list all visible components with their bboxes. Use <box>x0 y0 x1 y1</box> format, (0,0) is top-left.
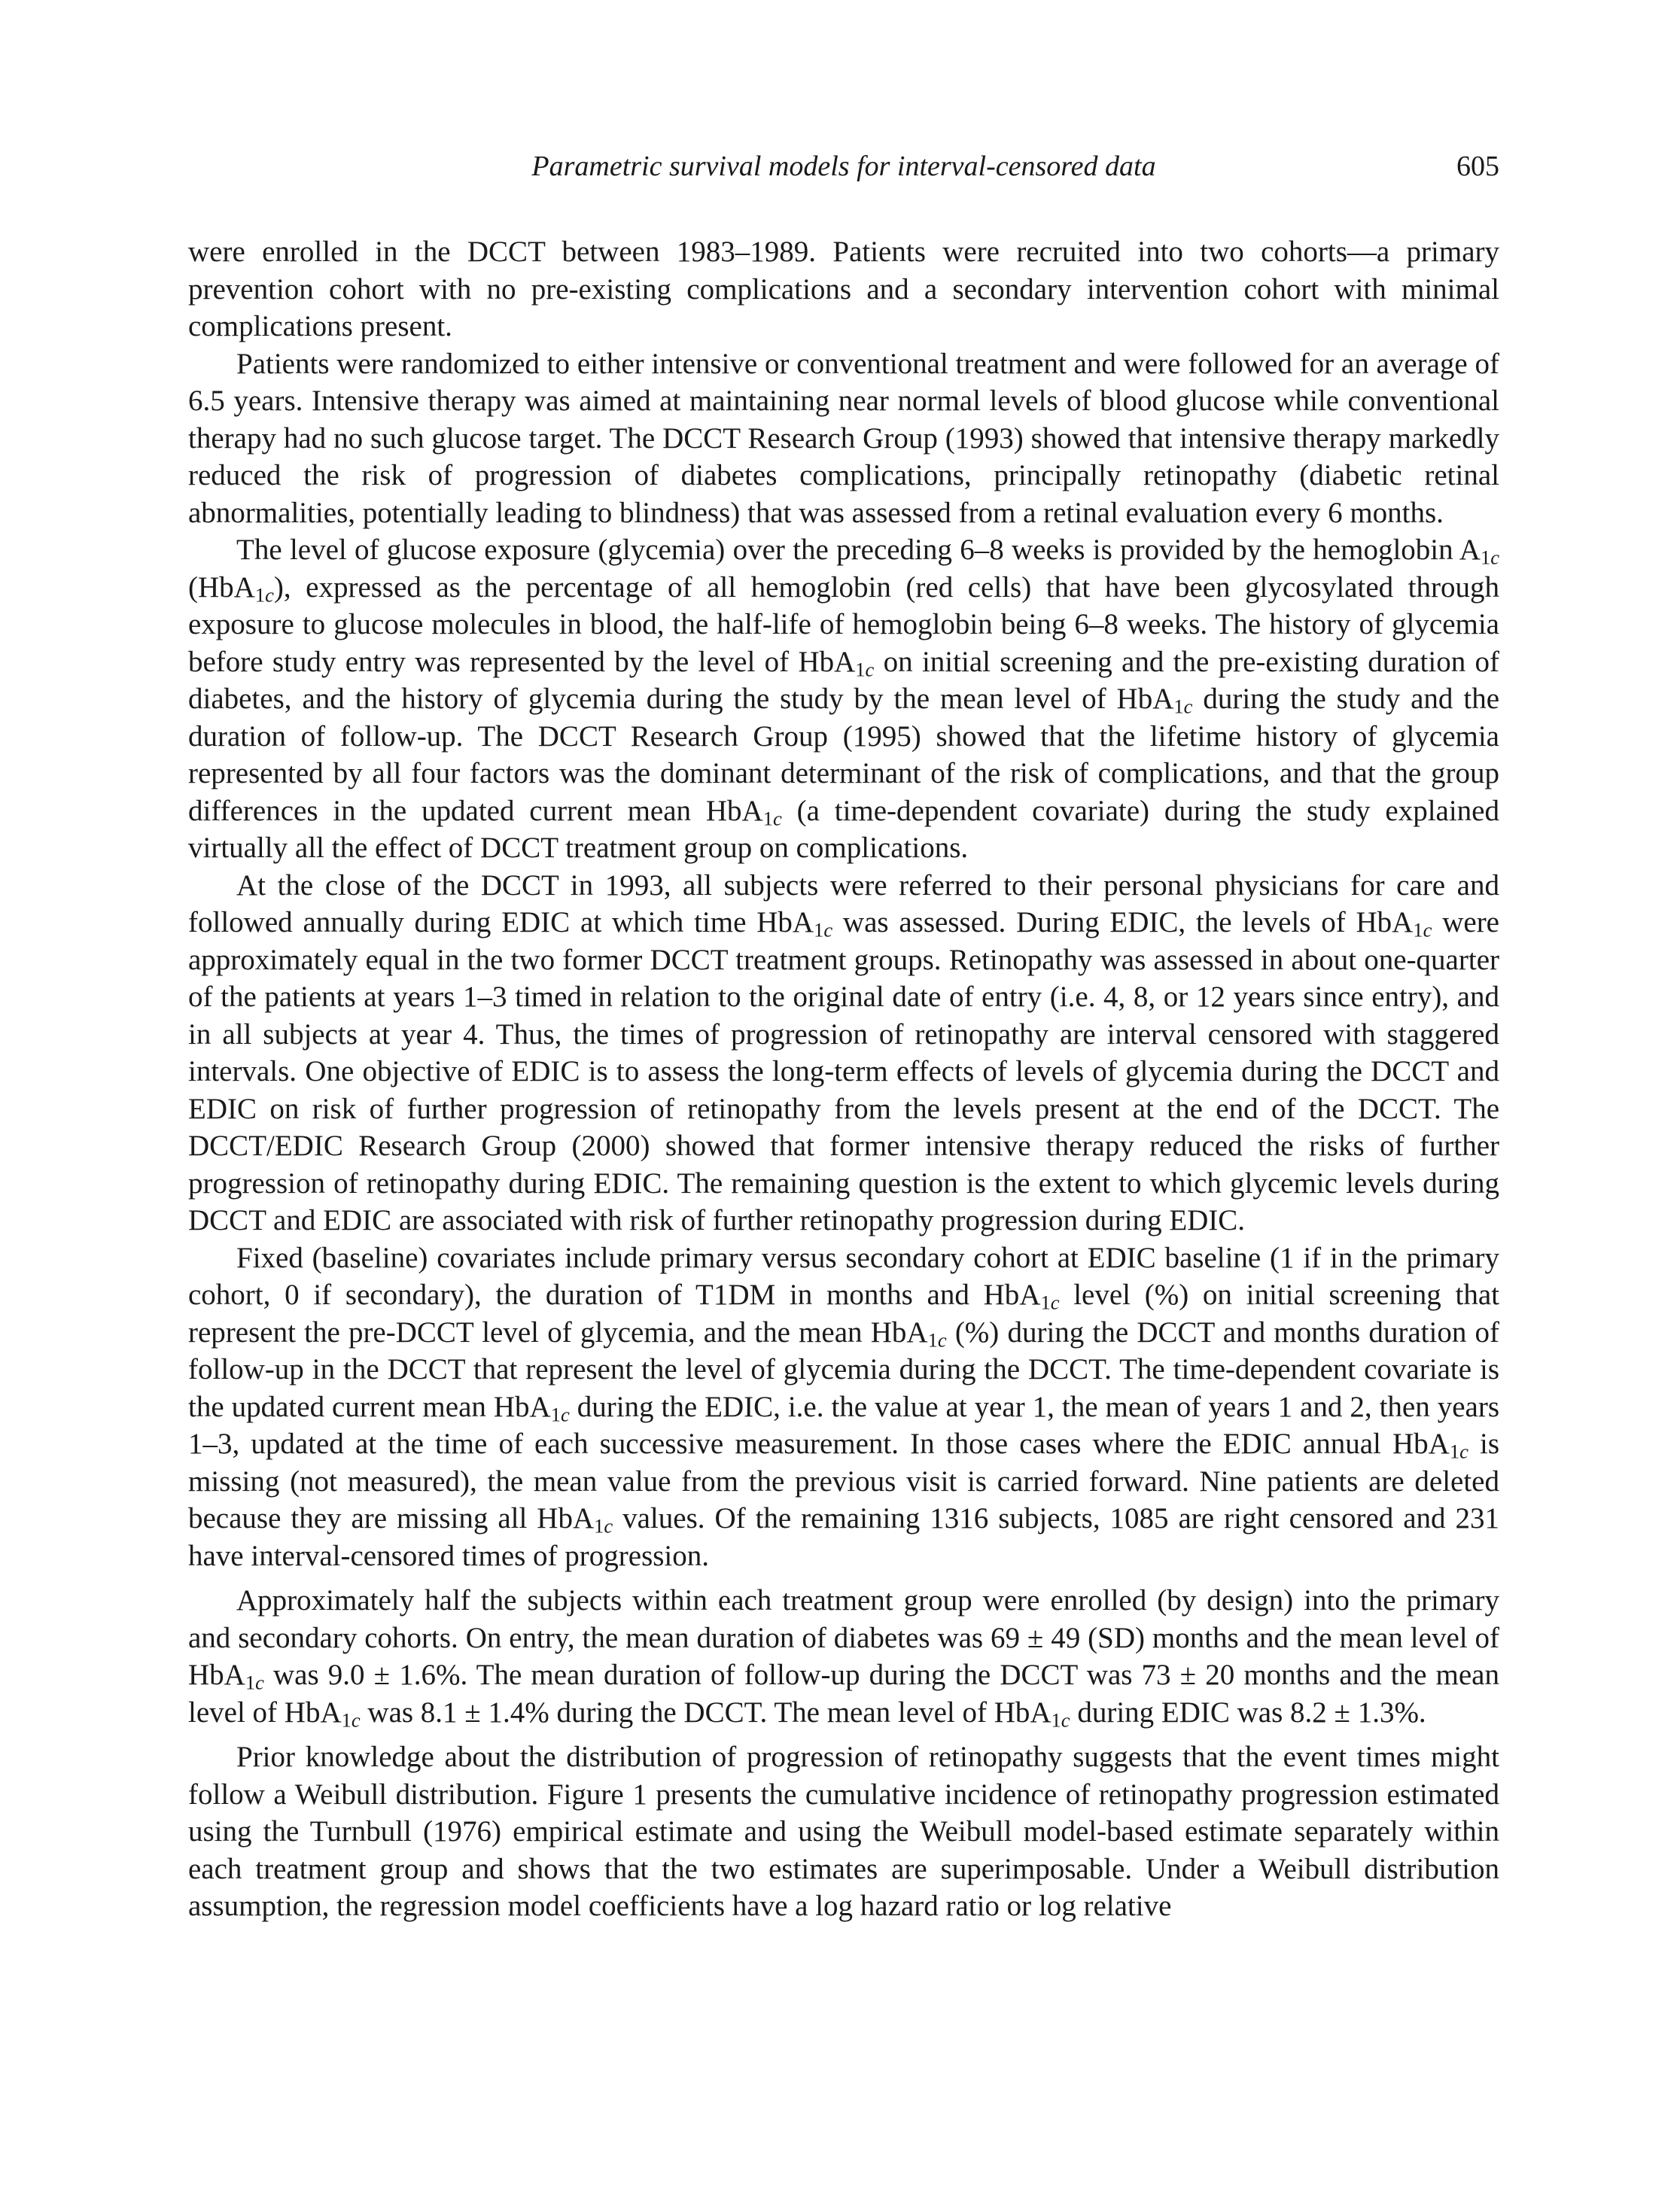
text-run: Patients were randomized to either intensive or conventional treatment and were followed for an average of 6.5 years. Intensive therapy was aimed at maintaining near normal levels of blood glucose while conventional therapy had no such glucose target. The DCCT Research Group (1993) showed that intensive therapy markedly reduced the risk of progression of diabetes complications, principally retinopathy (diabetic retinal abnormalities, potentially leading to blindness) that was assessed from a retinal evaluation every 6 months. <box>188 347 1499 529</box>
paragraph-1 <box>188 233 1499 345</box>
paragraph-7 <box>188 1738 1499 1925</box>
subscript: 1c <box>254 583 274 607</box>
paragraph-5 <box>188 1240 1499 1575</box>
text-run: values. Of the remaining 1316 subjects, 1085 are right censored and 231 have interval-censored times of progression. <box>188 1502 1499 1572</box>
paragraph-3 <box>188 531 1499 867</box>
text-run: (a time-dependent covariate) during the study explained virtually all the effect of DCCT treatment group on complications. <box>188 794 1499 864</box>
paragraph-4 <box>188 867 1499 1240</box>
text-run: was assessed. During EDIC, the levels of HbA <box>832 906 1414 938</box>
subscript: 1c <box>594 1514 613 1538</box>
text-run: during the study and the duration of follow-up. The DCCT Research Group (1995) showed that the lifetime history of glycemia represented by all four factors was the dominant determinant of the risk of complications, and that the group differences in the updated current mean HbA <box>188 683 1499 827</box>
text-run: was 9.0 ± 1.6%. The mean duration of follow-up during the DCCT was 73 ± 20 months and the mean level of HbA <box>188 1659 1499 1729</box>
subscript: 1c <box>341 1708 361 1732</box>
subscript: 1c <box>855 658 875 681</box>
subscript: 1c <box>245 1671 264 1694</box>
subscript: 1c <box>550 1403 570 1426</box>
text-run: Prior knowledge about the distribution of progression of retinopathy suggests that the event times might follow a Weibull distribution. Figure 1 presents the cumulative incidence of retinopathy progression estimated using the Turnbull (1976) empirical estimate and using the Weibull model-based estimate separately within each treatment group and shows that the two estimates are superimposable. Under a Weibull distribution assumption, the regression model coefficients have a log hazard ratio or log relative <box>188 1741 1499 1922</box>
subscript: 1c <box>1040 1291 1060 1314</box>
text-run: on initial screening and the pre-existing duration of diabetes, and the history of glycemia during the study by the mean level of HbA <box>188 645 1500 715</box>
body-text <box>188 233 1499 1925</box>
subscript: 1c <box>1480 546 1499 569</box>
text-run: Approximately half the subjects within each treatment group were enrolled (by design) into the primary and secondary cohorts. On entry, the mean duration of diabetes was 69 ± 49 (SD) months and the mean level of HbA <box>188 1584 1499 1691</box>
text-run: (%) during the DCCT and months duration of follow-up in the DCCT that represent the level of glycemia during the DCCT. The time-dependent covariate is the updated current mean HbA <box>188 1316 1499 1423</box>
paragraph-2 <box>188 345 1499 532</box>
subscript: 1c <box>814 918 833 941</box>
text-run: level (%) on initial screening that represent the pre-DCCT level of glycemia, and the mean HbA <box>188 1279 1500 1349</box>
text-run: during the EDIC, i.e. the value at year 1, the mean of years 1 and 2, then years 1–3, updated at the time of each successive measurement. In those cases where the EDIC annual HbA <box>188 1390 1499 1460</box>
text-run: is missing (not measured), the mean value from the previous visit is carried forward. Nine patients are deleted because they are missing all HbA <box>188 1428 1499 1535</box>
text-run: was 8.1 ± 1.4% during the DCCT. The mean level of HbA <box>360 1696 1052 1729</box>
text-run: were approximately equal in the two former DCCT treatment groups. Retinopathy was assessed in about one-quarter of the patients at years 1–3 timed in relation to the original date of entry (i.e. 4, 8, or 12 years since entry), and in all subjects at year 4. Thus, the times of progression of retinopathy are interval censored with staggered intervals. One objective of EDIC is to assess the long-term effects of levels of glycemia during the DCCT and EDIC on risk of further progression of retinopathy from the levels present at the end of the DCCT. The DCCT/EDIC Research Group (2000) showed that former intensive therapy reduced the risks of further progression of retinopathy during EDIC. The remaining question is the extent to which glycemic levels during DCCT and EDIC are associated with risk of further retinopathy progression during EDIC. <box>188 906 1499 1236</box>
paragraph-6 <box>188 1582 1499 1731</box>
subscript: 1c <box>1413 918 1432 941</box>
text-run: At the close of the DCCT in 1993, all subjects were referred to their personal physicians for care and followed annually during EDIC at which time HbA <box>188 868 1499 938</box>
subscript: 1c <box>1173 695 1193 718</box>
text-run: were enrolled in the DCCT between 1983–1989. Patients were recruited into two cohorts—a primary prevention cohort with no pre-existing complications and a secondary intervention cohort with minimal complications present. <box>188 236 1499 342</box>
text-run: The level of glucose exposure (glycemia) over the preceding 6–8 weeks is provided by the hemoglobin A <box>236 534 1481 566</box>
subscript: 1c <box>927 1328 947 1352</box>
subscript: 1c <box>1449 1440 1468 1463</box>
text-run: (HbA <box>188 570 255 604</box>
text-run: during EDIC was 8.2 ± 1.3%. <box>1070 1696 1426 1729</box>
text-run: ), expressed as the percentage of all hemoglobin (red cells) that have been glycosylated through exposure to glucose molecules in blood, the half-life of hemoglobin being 6–8 weeks. The history of glycemia before study entry was represented by the level of HbA <box>188 570 1499 678</box>
subscript: 1c <box>762 807 782 830</box>
page-number: 605 <box>1456 151 1499 182</box>
subscript: 1c <box>1051 1708 1070 1732</box>
running-title: Parametric survival models for interval-censored data <box>531 151 1156 182</box>
running-head <box>188 148 1499 185</box>
text-run: Fixed (baseline) covariates include primary versus secondary cohort at EDIC baseline (1 if in the primary cohort, 0 if secondary), the duration of T1DM in months and HbA <box>188 1241 1499 1311</box>
